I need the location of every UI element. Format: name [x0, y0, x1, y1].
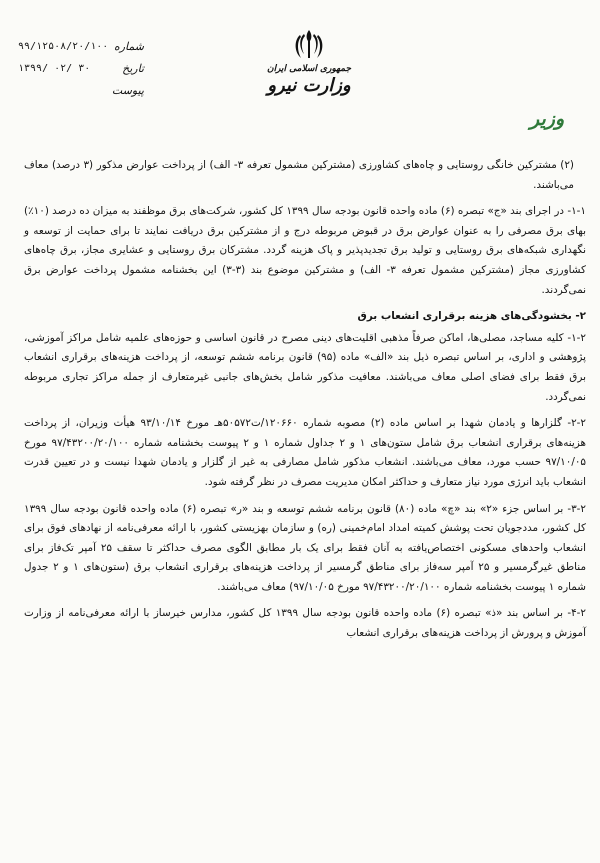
- paragraph-2-1: ۱-۲- کلیه مساجد، مصلی‌ها، اماکن صرفاً مذهبی اقلیت‌های دینی مصرح در قانون اساسی و حوزه‌های علمیه شامل مراکز آموزشی، پژوهشی و اداری، بر اساس تبصره ذیل بند «الف» ماده (۹۵) قانون برنامه ششم توسعه، از پرداخت هزینه‌های برقراری انشعاب برق فقط برای فضای اصلی معاف می‌باشند. معافیت مذکور شامل بخش‌های جانبی غیرمتعارف از جمله مراکز تجاری مربوطه نمی‌گردد.: [24, 331, 587, 403]
- date-label: تاریخ: [122, 62, 144, 75]
- paragraph-1: (۲) مشترکین خانگی روستایی و چاه‌های کشاورزی (مشترکین مشمول تعرفه ۳- الف) از پرداخت عوارض مذکور (۳ درصد) معاف می‌باشند.: [24, 159, 574, 191]
- paragraph-2-2: ۲-۲- گلزارها و یادمان شهدا بر اساس ماده (۲) مصوبه شماره ۱۲۰۶۶۰/ت۵۰۵۷۲هـ مورخ ۹۳/۱۰/۱۴ هیأت وزیران، از پرداخت هزینه‌های برقراری انشعاب برق شامل ستون‌های ۱ و ۲ جداول شماره ۱ و ۲ پیوست بخشنامه شماره ۹۷/۴۳۲۰۰/۲۰/۱۰۰ مورخ ۹۷/۱۰/۰۵ حسب مورد، معاف می‌باشند. انشعاب مذکور شامل مصارفی به غیر از گلزار و یادمان شهدا نیست و در تعیین قدرت انشعاب باید انرژی مورد نیاز متعارف و حداکثر امکان مدیریت مصرف در نظر گرفته شود.: [24, 417, 587, 488]
- number-value: ۹۹/۱۲۵۰۸/۲۰/۱۰۰: [18, 41, 109, 52]
- number-label: شماره: [113, 40, 144, 53]
- attachment-label: پیوست: [111, 84, 144, 97]
- paragraph-1-1: ۱-۱- در اجرای بند «ج» تبصره (۶) ماده واحده قانون بودجه سال ۱۳۹۹ کل کشور، شرکت‌های برق موظفند به میزان ده درصد (۱۰٪) بهای برق مصرفی را به عنوان عوارض برق در قبوض مربوطه درج و از مشترکین برق دریافت نمایند تا برای حمایت از توسعه و نگهداری شبکه‌های برق روستایی و تولید برق تجدیدپذیر و پاک هزینه گردد. مشترکان برق روستایی و عشایری مجاز، برق چاه‌های کشاورزی مجاز (مشترکین مشمول تعرفه ۳- الف) و مشترکین موضوع بند (۳-۳) این بخشنامه مشمول پرداخت عوارض برق نمی‌گردند.: [24, 205, 586, 296]
- date-row: [18, 62, 144, 84]
- letter-meta: [14, 40, 144, 106]
- number-row: [14, 40, 144, 62]
- paragraph-2-3: ۳-۲- بر اساس جزء «۲» بند «چ» ماده (۸۰) قانون برنامه ششم توسعه و بند «ر» تبصره (۶) ماده واحده قانون بودجه سال ۱۳۹۹ کل کشور، مددجویان تحت پوشش کمیته امداد امام‌خمینی (ره) و سازمان بهزیستی کشور، با ارائه معرفی‌نامه از نهادهای فوق برای انشعاب واحدهای مسکونی اختصاص‌یافته به آنان فقط برای یک بار مطابق الگوی مصرف حداکثر تا سقف ۲۵ آمپر تک‌فاز برای مناطق غیرگرمسیر و ۲۵ آمپر سه‌فاز برای مناطق گرمسیر از پرداخت هزینه‌های برقراری انشعاب برق (ستون‌های ۱ و ۲ جدول شماره ۱ پیوست بخشنامه شماره ۹۷/۴۳۲۰۰/۲۰/۱۰۰ مورخ ۹۷/۱۰/۰۵) معاف می‌باشند.: [24, 502, 587, 593]
- letter-body: [24, 156, 586, 651]
- paragraph-2-4: ۴-۲- بر اساس بند «ذ» تبصره (۶) ماده واحده قانون بودجه سال ۱۳۹۹ کل کشور، مدارس خیرساز با ارائه معرفی‌نامه از وزارت آموزش و پرورش از پرداخت هزینه‌های برقراری انشعاب: [24, 607, 586, 640]
- section-2-heading: ۲- بخشودگی‌های هزینه برقراری انشعاب برق: [357, 310, 586, 323]
- ministry-name: وزارت نیرو: [267, 75, 351, 96]
- iran-emblem-icon: [293, 28, 325, 62]
- country-name: جمهوری اسلامی ایران: [266, 64, 352, 74]
- ministry-letterhead: [250, 64, 368, 96]
- attachment-row: [50, 84, 144, 106]
- date-value: ۱۳۹۹/ ۰۲/ ۳۰: [18, 63, 91, 74]
- signatory-title: وزیر: [530, 108, 565, 130]
